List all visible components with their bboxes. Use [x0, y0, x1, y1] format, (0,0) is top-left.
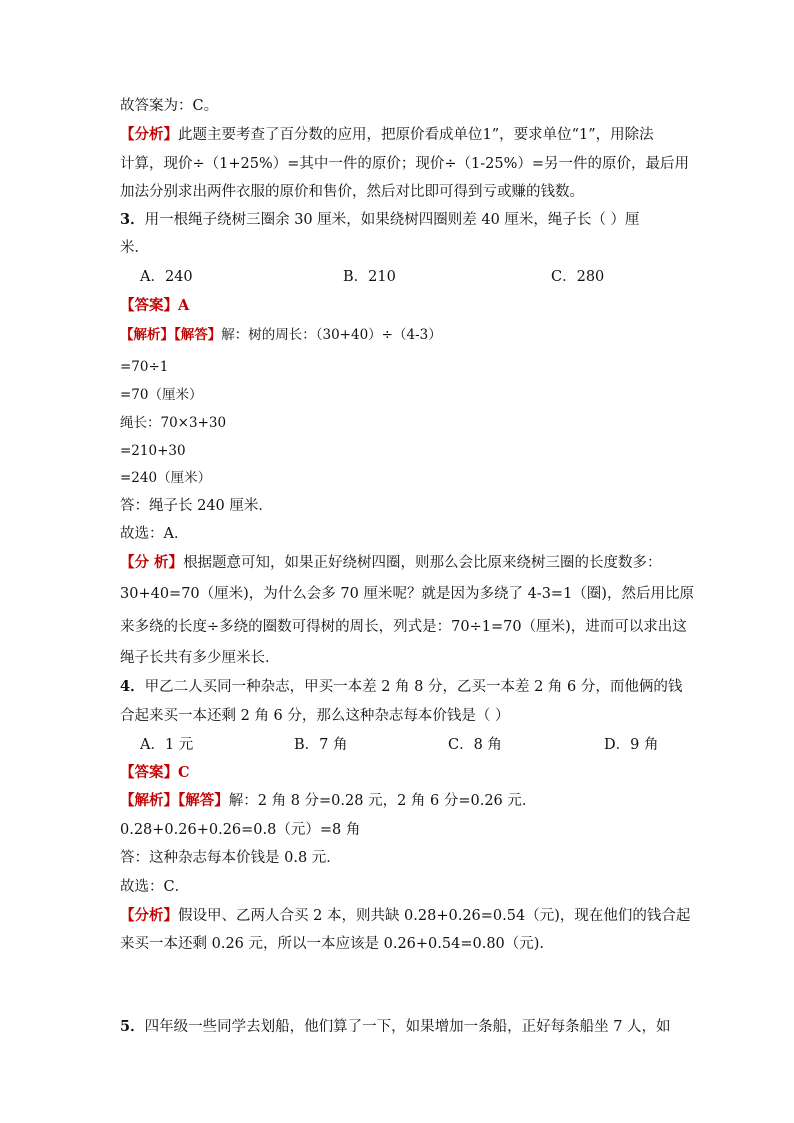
- q4-option-b: B．7 角: [294, 737, 348, 753]
- q3-solution-line-4: 绳长：70×3+30: [120, 415, 227, 431]
- q3-solution-line-3: =70（厘米）: [120, 387, 203, 403]
- q3-answer-line: [120, 296, 189, 316]
- q4-solution-line-1: [120, 791, 536, 811]
- q3-solution-line-6: =240（厘米）: [120, 470, 212, 486]
- analysis-tag: 【分析】: [120, 907, 178, 924]
- q4-question-line-1: [120, 677, 682, 697]
- q4-answer: C: [178, 764, 190, 781]
- q3-option-a: A．240: [140, 269, 193, 285]
- q3-analysis-line-1: [120, 553, 662, 573]
- q3-answer: A: [178, 297, 190, 314]
- q3-solution-line-2: =70÷1: [120, 359, 169, 375]
- q4-number: 4．: [120, 678, 145, 695]
- q3-analysis-line-2: 30+40=70（厘米)，为什么会多 70 厘米呢？就是因为多绕了 4-3=1（圈)，然后用比原: [120, 586, 694, 602]
- q3-analysis-text-1: 根据题意可知，如果正好绕树四圈，则那么会比原来绕树三圈的长度数多：: [183, 555, 662, 571]
- analysis-tag: 【分析】: [120, 126, 178, 143]
- q4-option-c: C．8 角: [448, 737, 502, 753]
- q5-question-line-1: [120, 1017, 671, 1037]
- q4-analysis-line-1: [120, 906, 690, 926]
- q4-solution-line-2: 0.28+0.26+0.26=0.8（元）=8 角: [120, 822, 361, 838]
- answer-tag: 【答案】: [120, 297, 178, 314]
- q3-solution-line-1: [120, 325, 442, 345]
- q4-option-d: D．9 角: [604, 737, 659, 753]
- q4-solution-line-3: 答：这种杂志每本价钱是 0.8 元．: [120, 850, 341, 866]
- q3-solution-text-1: 解：树的周长：（30+40）÷（4-3）: [221, 327, 442, 343]
- q4-answer-line: [120, 763, 190, 783]
- q4-option-a: A．1 元: [140, 737, 194, 753]
- q3-solution-line-8: 故选：A．: [120, 526, 189, 542]
- solution-tag: 【解析】【解答】: [120, 792, 229, 809]
- q2-analysis-line-1: [120, 125, 654, 145]
- q2-answer-line: 故答案为：C。: [120, 98, 219, 114]
- q2-analysis-line-3: 加法分别求出两件衣服的原价和售价，然后对比即可得到亏或赚的钱数。: [120, 184, 584, 200]
- q3-question-text-1: 用一根绳子绕树三圈余 30 厘米，如果绕树四圈则差 40 厘米，绳子长（ ）厘: [144, 212, 640, 228]
- q3-question-line-2: 米．: [120, 240, 149, 256]
- q2-analysis-text-1: 此题主要考查了百分数的应用，把原价看成单位1”，要求单位“1”，用除法: [178, 127, 654, 143]
- q4-question-line-2: 合起来买一本还剩 2 角 6 分，那么这种杂志每本价钱是（ ）: [120, 708, 510, 724]
- q4-question-text-1: 甲乙二人买同一种杂志，甲买一本差 2 角 8 分，乙买一本差 2 角 6 分，而他俩的钱: [144, 679, 683, 695]
- q4-analysis-text-1: 假设甲、乙两人合买 2 本，则共缺 0.28+0.26=0.54（元)，现在他们的钱合起: [178, 908, 691, 924]
- analysis-tag: 【分 析】: [120, 554, 184, 571]
- q3-option-b: B．210: [343, 269, 396, 285]
- solution-tag: 【解析】【解答】: [120, 327, 222, 343]
- q3-number: 3．: [120, 211, 145, 228]
- q5-question-text-1: 四年级一些同学去划船，他们算了一下，如果增加一条船，正好每条船坐 7 人，如: [144, 1019, 671, 1035]
- q3-option-c: C．280: [551, 269, 605, 285]
- answer-tag: 【答案】: [120, 764, 178, 781]
- q3-analysis-line-4: 绳子长共有多少厘米长．: [120, 650, 280, 666]
- q3-solution-line-5: =210+30: [120, 443, 186, 459]
- q2-analysis-line-2: 计算，现价÷（1+25%）=其中一件的原价；现价÷（1-25%）=另一件的原价，最后用: [120, 156, 690, 172]
- q4-analysis-line-2: 来买一本还剩 0.26 元，所以一本应该是 0.26+0.54=0.80（元).: [120, 936, 545, 952]
- q4-solution-text-1: 解：2 角 8 分=0.28 元，2 角 6 分=0.26 元．: [228, 793, 537, 809]
- q4-solution-line-4: 故选：C．: [120, 879, 190, 895]
- q5-number: 5．: [120, 1018, 145, 1035]
- q3-question-line-1: [120, 210, 640, 230]
- q3-analysis-line-3: 来多绕的长度÷多绕的圈数可得树的周长，列式是：70÷1=70（厘米)，进而可以求出这: [120, 619, 687, 635]
- q3-solution-line-7: 答：绳子长 240 厘米．: [120, 498, 273, 514]
